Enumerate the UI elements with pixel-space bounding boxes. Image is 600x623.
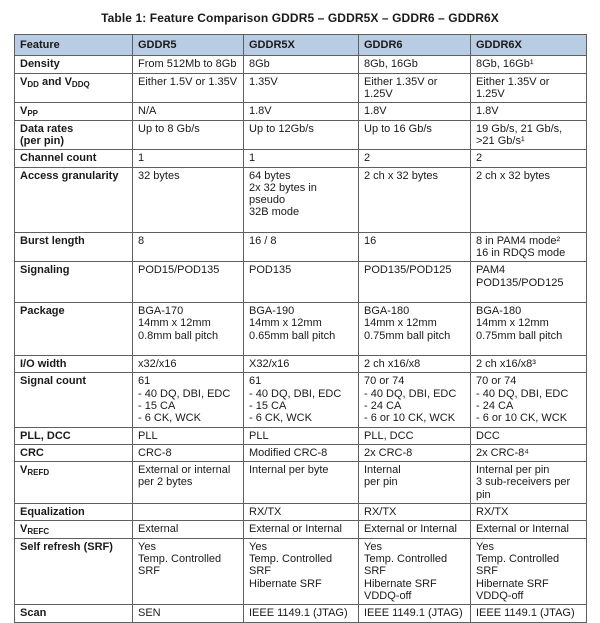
cell-line: IEEE 1149.1 (JTAG) <box>364 607 463 620</box>
feature-cell <box>15 373 133 427</box>
table-row <box>15 521 587 538</box>
cell-line: 64 bytes <box>249 169 291 182</box>
cell-line: 1 <box>138 152 145 165</box>
value-cell <box>359 444 471 461</box>
value-cell <box>471 373 587 427</box>
cell-line: 3 sub-receivers per pin <box>476 476 571 501</box>
cell-line: External or Internal <box>249 523 342 536</box>
table-row <box>15 355 587 372</box>
cell-line: 61 <box>138 375 151 388</box>
cell-line: X32/x16 <box>249 357 290 370</box>
cell-line: 2 ch x 32 bytes <box>364 169 438 182</box>
table-row <box>15 56 587 73</box>
cell-line: External <box>138 523 179 536</box>
value-cell <box>133 262 244 303</box>
column-header-gddr6x: GDDR6X <box>471 35 587 56</box>
cell-line: BGA-180 <box>364 305 410 317</box>
table-row <box>15 605 587 622</box>
cell-line: Either 1.35V or 1.25V <box>364 75 438 100</box>
cell-line: Hibernate SRF <box>249 577 322 590</box>
cell-line: RX/TX <box>249 506 282 519</box>
value-cell <box>471 605 587 622</box>
feature-cell <box>15 120 133 150</box>
cell-line: 1.35V <box>249 75 278 88</box>
feature-cell <box>15 538 133 605</box>
table-row <box>15 262 587 303</box>
feature-cell <box>15 73 133 103</box>
feature-cell <box>15 103 133 120</box>
cell-line: 8Gb, 16Gb¹ <box>476 58 534 71</box>
value-cell <box>359 150 471 167</box>
value-cell <box>244 373 359 427</box>
cell-line: 14mm x 12mm <box>138 317 211 330</box>
table-row <box>15 73 587 103</box>
column-header-gddr5: GDDR5 <box>133 35 244 56</box>
cell-line: Burst length <box>20 234 85 247</box>
value-cell <box>471 444 587 461</box>
cell-line: VDDQ-off <box>364 589 412 602</box>
cell-line: - 6 CK, WCK <box>138 412 201 425</box>
value-cell <box>471 73 587 103</box>
cell-line: PAM4 <box>476 264 506 277</box>
cell-line: 14mm x 12mm <box>364 317 437 330</box>
cell-line: 2 ch x16/x8 <box>364 357 421 370</box>
cell-line: - 40 DQ, DBI, EDC <box>364 387 457 400</box>
cell-line: 0.8mm ball pitch <box>138 329 219 342</box>
value-cell <box>244 262 359 303</box>
cell-line: Self refresh (SRF) <box>20 540 113 553</box>
cell-line: - 40 DQ, DBI, EDC <box>249 387 342 400</box>
cell-line: External or Internal <box>476 523 569 536</box>
cell-line: Up to 16 Gb/s <box>364 122 432 135</box>
value-cell <box>471 427 587 444</box>
feature-cell <box>15 521 133 538</box>
cell-line: Either 1.35V or 1.25V <box>476 75 550 100</box>
cell-line: 19 Gb/s, 21 Gb/s, <box>476 122 563 135</box>
cell-line: 2 ch x 32 bytes <box>476 169 550 182</box>
cell-line: Up to 12Gb/s <box>249 122 314 135</box>
cell-line: Access granularity <box>20 169 119 182</box>
cell-line: Temp. Controlled SRF <box>249 553 333 578</box>
value-cell <box>244 538 359 605</box>
table-title: Table 1: Feature Comparison GDDR5 – GDDR5X – GDDR6 – GDDR6X <box>101 11 499 25</box>
value-cell <box>244 427 359 444</box>
table-row <box>15 103 587 120</box>
cell-line: CRC-8 <box>138 446 172 459</box>
cell-line: PLL, DCC <box>20 429 71 442</box>
value-cell <box>471 150 587 167</box>
feature-cell <box>15 56 133 73</box>
feature-cell <box>15 167 133 232</box>
cell-line: >21 Gb/s¹ <box>476 134 525 147</box>
value-cell <box>244 103 359 120</box>
cell-line: Scan <box>20 607 47 620</box>
cell-line: Internal per pin <box>476 464 550 477</box>
feature-cell <box>15 444 133 461</box>
value-cell <box>471 103 587 120</box>
value-cell <box>133 521 244 538</box>
feature-cell <box>15 150 133 167</box>
cell-line: per 2 bytes <box>138 476 193 489</box>
value-cell <box>133 150 244 167</box>
feature-cell <box>15 462 133 504</box>
table-row <box>15 538 587 605</box>
cell-line: Yes <box>249 540 267 553</box>
value-cell <box>133 120 244 150</box>
value-cell <box>133 605 244 622</box>
cell-line: POD135/POD125 <box>364 264 452 277</box>
value-cell <box>133 504 244 521</box>
value-cell <box>359 120 471 150</box>
cell-line: I/O width <box>20 357 67 370</box>
value-cell <box>133 73 244 103</box>
cell-line: PLL <box>249 429 269 442</box>
cell-line: RX/TX <box>476 506 509 519</box>
cell-line: 32 bytes <box>138 169 180 182</box>
cell-line: 0.75mm ball pitch <box>364 329 451 342</box>
cell-line: 16 in RDQS mode <box>476 247 566 260</box>
cell-line: (per pin) <box>20 134 64 147</box>
cell-line: 2 <box>476 152 483 165</box>
value-cell <box>244 303 359 356</box>
value-cell <box>471 262 587 303</box>
value-cell <box>471 56 587 73</box>
cell-line: 8 <box>138 234 145 247</box>
value-cell <box>359 103 471 120</box>
value-cell <box>359 232 471 262</box>
cell-line: IEEE 1149.1 (JTAG) <box>249 607 348 620</box>
cell-line: per pin <box>364 476 398 489</box>
cell-line: Signal count <box>20 375 86 388</box>
value-cell <box>133 538 244 605</box>
value-cell <box>244 167 359 232</box>
cell-line: 14mm x 12mm <box>476 317 549 330</box>
value-cell <box>244 150 359 167</box>
value-cell <box>471 521 587 538</box>
cell-line: $V_{DD}$ and $V_{DDQ}$ <box>20 75 90 89</box>
value-cell <box>133 103 244 120</box>
value-cell <box>133 444 244 461</box>
value-cell <box>244 462 359 504</box>
cell-line: RX/TX <box>364 506 397 519</box>
value-cell <box>359 538 471 605</box>
value-cell <box>471 167 587 232</box>
cell-line: Equalization <box>20 506 85 519</box>
cell-line: - 24 CA <box>364 399 402 412</box>
value-cell <box>359 355 471 372</box>
value-cell <box>133 167 244 232</box>
value-cell <box>244 521 359 538</box>
cell-line: 8Gb <box>249 58 270 71</box>
cell-line: Temp. Controlled SRF <box>364 553 448 578</box>
cell-line: From 512Mb to 8Gb <box>138 58 237 71</box>
value-cell <box>359 521 471 538</box>
table-row <box>15 427 587 444</box>
value-cell <box>359 167 471 232</box>
value-cell <box>359 56 471 73</box>
cell-line: 32B mode <box>249 206 300 219</box>
value-cell <box>133 427 244 444</box>
cell-line: Yes <box>138 540 156 553</box>
cell-line: Density <box>20 58 60 71</box>
feature-cell <box>15 355 133 372</box>
cell-line: 70 or 74 <box>364 375 405 388</box>
cell-line: - 6 or 10 CK, WCK <box>364 412 456 425</box>
value-cell <box>133 373 244 427</box>
value-cell <box>133 303 244 356</box>
cell-line: 0.75mm ball pitch <box>476 329 563 342</box>
cell-line: 14mm x 12mm <box>249 317 322 330</box>
value-cell <box>244 444 359 461</box>
cell-line: 2 <box>364 152 371 165</box>
cell-line: - 40 DQ, DBI, EDC <box>138 387 231 400</box>
cell-line: DCC <box>476 429 500 442</box>
cell-line: SEN <box>138 607 161 620</box>
value-cell <box>244 605 359 622</box>
cell-line: 16 / 8 <box>249 234 277 247</box>
cell-line: N/A <box>138 105 157 118</box>
table-row <box>15 232 587 262</box>
value-cell <box>471 232 587 262</box>
value-cell <box>359 462 471 504</box>
value-cell <box>359 605 471 622</box>
cell-line: 1.8V <box>476 105 499 118</box>
table-row <box>15 373 587 427</box>
value-cell <box>244 73 359 103</box>
cell-line: 2 ch x16/x8³ <box>476 357 536 370</box>
cell-line: - 6 CK, WCK <box>249 412 312 425</box>
header-row <box>15 35 587 56</box>
value-cell <box>133 232 244 262</box>
table-row <box>15 444 587 461</box>
feature-cell <box>15 605 133 622</box>
value-cell <box>133 355 244 372</box>
cell-line: - 24 CA <box>476 399 514 412</box>
cell-line: Internal <box>364 464 401 477</box>
cell-line: 1.8V <box>249 105 272 118</box>
value-cell <box>359 504 471 521</box>
cell-line: Data rates <box>20 122 74 135</box>
cell-line: POD135 <box>249 264 292 277</box>
cell-line: Up to 8 Gb/s <box>138 122 200 135</box>
value-cell <box>244 120 359 150</box>
cell-line: BGA-170 <box>138 305 184 317</box>
cell-line: 2x CRC-8⁴ <box>476 446 530 459</box>
cell-line: Either 1.5V or 1.35V <box>138 75 238 88</box>
value-cell <box>133 462 244 504</box>
value-cell <box>244 232 359 262</box>
cell-line: CRC <box>20 446 44 459</box>
cell-line: Temp. Controlled SRF <box>476 553 560 578</box>
cell-line: Yes <box>476 540 494 553</box>
cell-line: POD15/POD135 <box>138 264 220 277</box>
cell-line: - 6 or 10 CK, WCK <box>476 412 568 425</box>
cell-line: 70 or 74 <box>476 375 517 388</box>
value-cell <box>244 56 359 73</box>
cell-line: Temp. Controlled SRF <box>138 553 222 578</box>
feature-cell <box>15 303 133 356</box>
feature-cell <box>15 504 133 521</box>
cell-line: $V_{PP}$ <box>20 105 39 119</box>
cell-line: - 15 CA <box>138 399 176 412</box>
feature-cell <box>15 232 133 262</box>
value-cell <box>244 355 359 372</box>
feature-cell <box>15 427 133 444</box>
cell-line: $V_{REFC}$ <box>20 523 50 537</box>
value-cell <box>471 355 587 372</box>
cell-line: Modified CRC-8 <box>249 446 328 459</box>
cell-line: VDDQ-off <box>476 589 524 602</box>
value-cell <box>471 462 587 504</box>
cell-line: 2x 32 bytes in pseudo <box>249 181 317 207</box>
cell-line: 1.8V <box>364 105 387 118</box>
cell-line: 1 <box>249 152 256 165</box>
value-cell <box>359 303 471 356</box>
feature-cell <box>15 262 133 303</box>
cell-line: Hibernate SRF <box>476 577 549 590</box>
cell-line: 16 <box>364 234 377 247</box>
cell-line: x32/x16 <box>138 357 177 370</box>
cell-line: 8Gb, 16Gb <box>364 58 418 71</box>
table-row <box>15 150 587 167</box>
table-row <box>15 504 587 521</box>
cell-line: 0.65mm ball pitch <box>249 329 336 342</box>
value-cell <box>471 504 587 521</box>
value-cell <box>471 120 587 150</box>
cell-line: BGA-180 <box>476 305 522 317</box>
value-cell <box>471 303 587 356</box>
table-row <box>15 120 587 150</box>
cell-line: Internal per byte <box>249 464 329 477</box>
cell-line: External or internal <box>138 464 231 477</box>
cell-line: BGA-190 <box>249 305 295 317</box>
cell-line: $V_{REFD}$ <box>20 464 50 478</box>
column-header-gddr5x: GDDR5X <box>244 35 359 56</box>
cell-line: External or Internal <box>364 523 457 536</box>
cell-line: - 40 DQ, DBI, EDC <box>476 387 569 400</box>
value-cell <box>471 538 587 605</box>
value-cell <box>244 504 359 521</box>
column-header-feature: Feature <box>15 35 133 56</box>
value-cell <box>133 56 244 73</box>
table-row <box>15 462 587 504</box>
feature-comparison-table <box>14 34 587 623</box>
table-row <box>15 167 587 232</box>
value-cell <box>359 427 471 444</box>
value-cell <box>359 73 471 103</box>
cell-line: Channel count <box>20 152 97 165</box>
cell-line: 2x CRC-8 <box>364 446 413 459</box>
cell-line: Hibernate SRF <box>364 577 437 590</box>
cell-line: Yes <box>364 540 382 553</box>
cell-line: PLL, DCC <box>364 429 414 442</box>
cell-line: - 15 CA <box>249 399 287 412</box>
cell-line: Package <box>20 305 65 317</box>
column-header-gddr6: GDDR6 <box>359 35 471 56</box>
cell-line: 61 <box>249 375 262 388</box>
cell-line: POD135/POD125 <box>476 276 564 289</box>
cell-line: PLL <box>138 429 158 442</box>
table-row <box>15 303 587 356</box>
value-cell <box>359 373 471 427</box>
cell-line: 8 in PAM4 mode² <box>476 234 561 247</box>
cell-line: IEEE 1149.1 (JTAG) <box>476 607 575 620</box>
value-cell <box>359 262 471 303</box>
cell-line: Signaling <box>20 264 70 277</box>
